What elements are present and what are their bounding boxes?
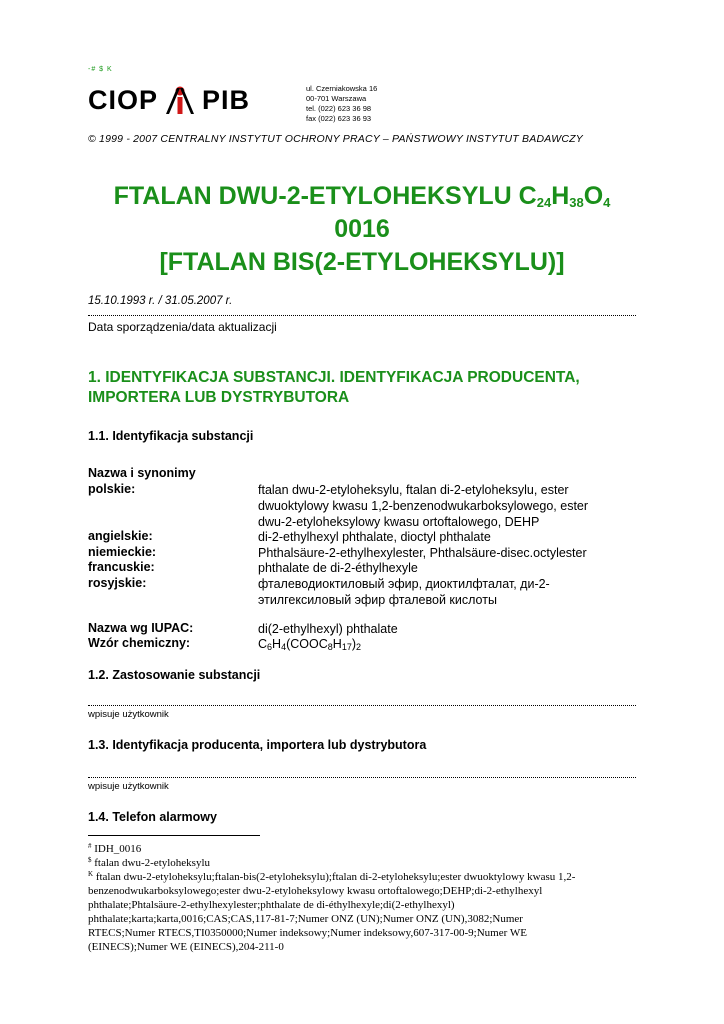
footnote-text: ftalan dwu-2-etyloheksylu;ftalan-bis(2-etyloheksylu);ftalan di-2-etyloheksylu;ester dwuoktylowy kwasu 1,2- xyxy=(93,871,576,883)
title-line-1 xyxy=(88,180,636,213)
formula-subscript: 2 xyxy=(356,642,362,652)
russian-name-line: фталеводиоктиловый эфир, диоктилфталат, ди-2- xyxy=(258,577,550,591)
section-1-heading-line-1: 1. IDENTYFIKACJA SUBSTANCJI. IDENTYFIKACJA PRODUCENTA, xyxy=(88,369,580,386)
french-label: francuskie: xyxy=(88,560,155,574)
german-names: Phthalsäure-2-ethylhexylester, Phthalsäure-disec.octylester xyxy=(258,546,587,560)
footnote-line xyxy=(88,870,640,884)
russian-label: rosyjskie: xyxy=(88,576,147,590)
footnote-mark: $ xyxy=(88,856,92,864)
footnote-1 xyxy=(88,842,640,856)
subsection-1-3: 1.3. Identyfikacja producenta, importera lub dystrybutora xyxy=(88,738,427,752)
document-dates: 15.10.1993 r. / 31.05.2007 r. xyxy=(88,295,233,307)
ciop-pib-logo xyxy=(88,84,250,116)
formula-h-subscript: 38 xyxy=(569,195,584,210)
footnote-text: IDH_0016 xyxy=(91,843,142,855)
footnote-3 xyxy=(88,870,640,954)
footnote-2 xyxy=(88,856,640,870)
address-line: fax (022) 623 36 93 xyxy=(306,114,372,123)
iupac-name: di(2-ethylhexyl) phthalate xyxy=(258,622,398,636)
address-line: 00-701 Warszawa xyxy=(306,94,367,103)
footnote-line: phthalate;karta;karta,0016;CAS;CAS,117-81-7;Numer ONZ (UN);Numer ONZ (UN),3082;Numer xyxy=(88,913,523,925)
polish-name-line: ftalan dwu-2-etyloheksylu, ftalan di-2-etyloheksylu, ester xyxy=(258,483,569,497)
dotted-fill-line xyxy=(88,777,636,778)
formula-part: H xyxy=(332,637,342,651)
formula-subscript: 6 xyxy=(267,642,273,652)
footnote-text: ftalan dwu-2-etyloheksylu xyxy=(91,857,211,869)
footnote-mark: # xyxy=(88,842,92,850)
footnote-line: (EINECS);Numer WE (EINECS),204-211-0 xyxy=(88,941,284,953)
title-substance-name: FTALAN DWU-2-ETYLOHEKSYLU C xyxy=(113,182,537,210)
formula-part: H xyxy=(272,637,282,651)
section-1-heading xyxy=(88,368,648,408)
german-label: niemieckie: xyxy=(88,545,157,559)
formula-subscript: 17 xyxy=(341,642,352,652)
names-heading: Nazwa i synonimy xyxy=(88,466,196,480)
header-marks: -# $ K xyxy=(88,66,113,73)
polish-names xyxy=(258,482,638,530)
iupac-label: Nazwa wg IUPAC: xyxy=(88,621,194,635)
french-names: phthalate de di-2-éthylhexyle xyxy=(258,561,418,575)
address-line: tel. (022) 623 36 98 xyxy=(306,104,372,113)
user-fill-note: wpisuje użytkownik xyxy=(88,709,169,720)
russian-name-line: этилгексиловый эфир фталевой кислоты xyxy=(258,593,497,607)
section-1-heading-line-2: IMPORTERA LUB DYSTRYBUTORA xyxy=(88,389,350,406)
logo-right-text: PIB xyxy=(202,84,251,115)
title-synonym: [FTALAN BIS(2-ETYLOHEKSYLU)] xyxy=(159,248,565,276)
subsection-1-1: 1.1. Identyfikacja substancji xyxy=(88,429,254,443)
formula-o: O xyxy=(583,182,604,210)
footnote-line: phthalate;Phtalsäure-2-ethylhexylester;phthalate de di-éthylhexyle;di(2-ethylhexyl) xyxy=(88,899,455,911)
formula-o-subscript: 4 xyxy=(603,195,611,210)
footnote-line: benzenodwukarboksylowego;ester dwu-2-etyloheksylowy kwasu ortoftalowego;DEHP;di-2-ethylhexyl xyxy=(88,885,543,897)
formula-subscript: 8 xyxy=(327,642,333,652)
polish-label: polskie: xyxy=(88,482,136,496)
dates-caption: Data sporządzenia/data aktualizacji xyxy=(88,320,277,334)
chemical-formula xyxy=(258,636,638,652)
person-logo-icon xyxy=(162,84,198,116)
formula-part: C xyxy=(258,637,268,651)
footnote-rule xyxy=(88,835,260,836)
formula-h: H xyxy=(551,182,570,210)
user-fill-note: wpisuje użytkownik xyxy=(88,781,169,792)
subsection-1-2: 1.2. Zastosowanie substancji xyxy=(88,668,261,682)
footnote-line: RTECS;Numer RTECS,TI0350000;Numer indeksowy;Numer indeksowy,607-317-00-9;Numer WE xyxy=(88,927,527,939)
polish-name-line: dwu-2-etyloheksylowy kwasu ortoftalowego, DEHP xyxy=(258,515,540,529)
dotted-divider xyxy=(88,315,636,316)
english-label: angielskie: xyxy=(88,529,153,543)
polish-name-line: dwuoktylowy kwasu 1,2-benzenodwukarboksylowego, ester xyxy=(258,499,589,513)
title-card-number: 0016 xyxy=(334,215,390,243)
formula-part: ) xyxy=(351,637,356,651)
document-title xyxy=(88,180,636,279)
institute-address xyxy=(306,84,377,124)
formula-part: (COOC xyxy=(286,637,328,651)
formula-subscript: 4 xyxy=(281,642,287,652)
subsection-1-4: 1.4. Telefon alarmowy xyxy=(88,810,217,824)
copyright-line: © 1999 - 2007 CENTRALNY INSTYTUT OCHRONY PRACY – PAŃSTWOWY INSTYTUT BADAWCZY xyxy=(88,133,583,145)
formula-c-subscript: 24 xyxy=(536,195,552,210)
footnote-mark: K xyxy=(88,870,94,878)
formula-label: Wzór chemiczny: xyxy=(88,636,191,650)
logo-left-text: CIOP xyxy=(88,84,159,115)
russian-names xyxy=(258,576,638,608)
english-names: di-2-ethylhexyl phthalate, dioctyl phthalate xyxy=(258,530,491,544)
dotted-fill-line xyxy=(88,705,636,706)
address-line: ul. Czerniakowska 16 xyxy=(306,84,378,93)
